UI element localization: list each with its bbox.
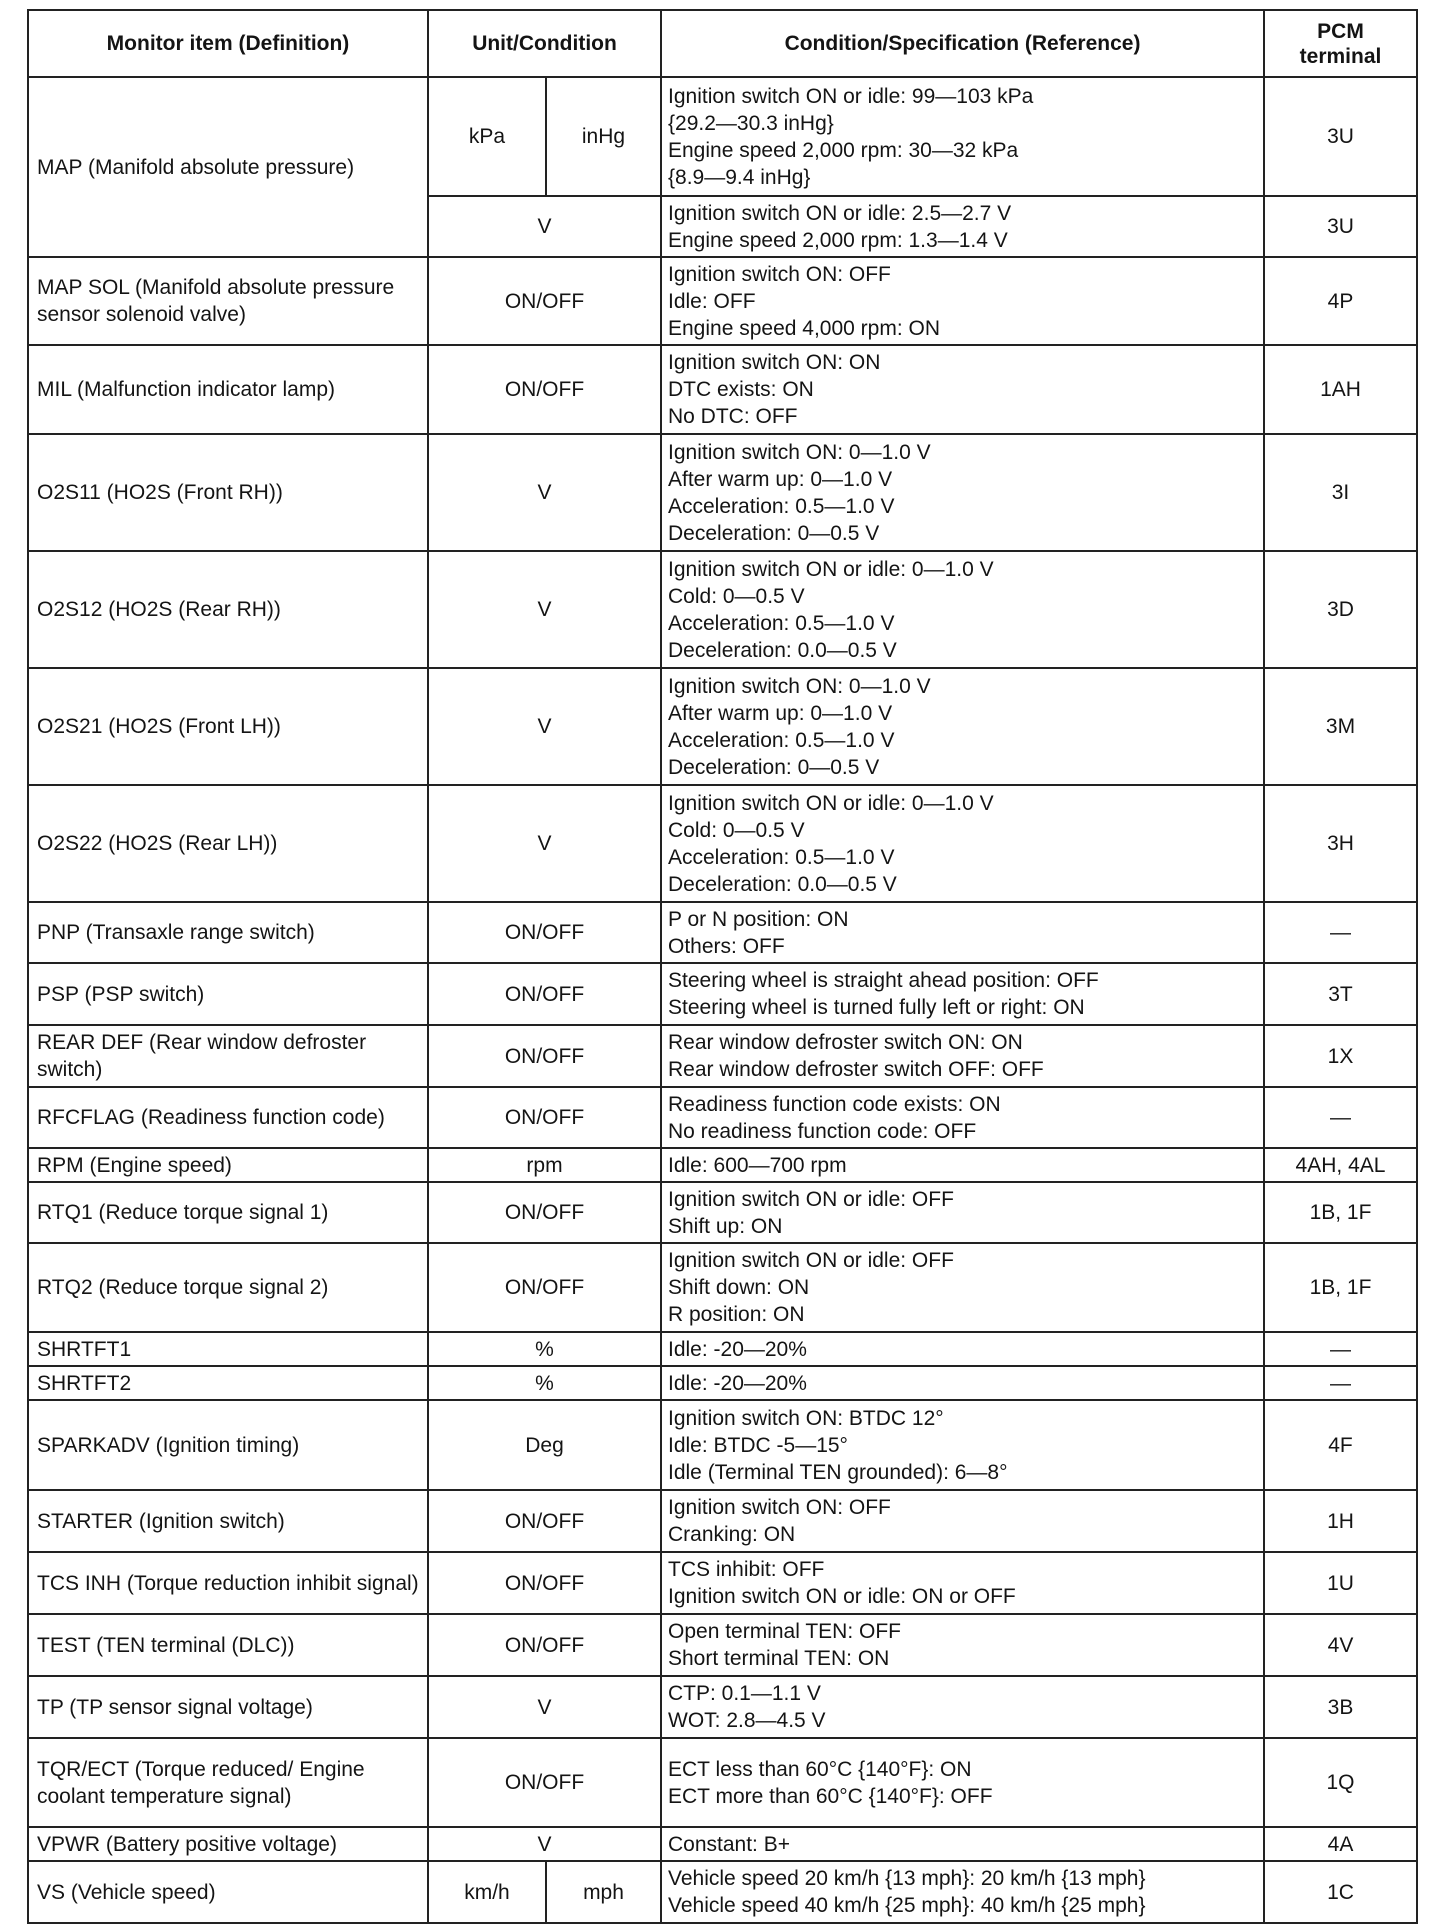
unit-condition: % [428,1332,661,1366]
monitor-item: SHRTFT1 [28,1332,428,1366]
specification: Steering wheel is straight ahead position: OFF Steering wheel is turned fully left or right: ON [661,963,1264,1025]
monitor-item: TCS INH (Torque reduction inhibit signal) [28,1552,428,1614]
monitor-item: MAP (Manifold absolute pressure) [28,77,428,257]
monitor-item: O2S22 (HO2S (Rear LH)) [28,785,428,902]
pcm-terminal: 3I [1264,434,1417,551]
table-row [28,1614,1417,1676]
pcm-terminal: 4V [1264,1614,1417,1676]
unit-condition: ON/OFF [428,1738,661,1827]
pcm-terminal: 3M [1264,668,1417,785]
table-row [28,434,1417,551]
unit-condition: ON/OFF [428,1614,661,1676]
monitor-item: O2S21 (HO2S (Front LH)) [28,668,428,785]
pcm-terminal: 4AH, 4AL [1264,1148,1417,1182]
unit-condition: ON/OFF [428,963,661,1025]
pcm-terminal: 1U [1264,1552,1417,1614]
unit-condition: ON/OFF [428,1552,661,1614]
table-row [28,1861,1417,1923]
table-row [28,1552,1417,1614]
pcm-terminal: 1X [1264,1025,1417,1087]
specification: Ignition switch ON: OFF Idle: OFF Engine speed 4,000 rpm: ON [661,257,1264,345]
monitor-item: PNP (Transaxle range switch) [28,902,428,963]
table-row [28,1400,1417,1490]
pcm-terminal: 3D [1264,551,1417,668]
specification: Ignition switch ON: 0—1.0 V After warm up: 0—1.0 V Acceleration: 0.5—1.0 V Deceleration: 0—0.5 V [661,668,1264,785]
unit-condition: V [428,1827,661,1861]
unit-condition: rpm [428,1148,661,1182]
table-row [28,963,1417,1025]
unit-condition: V [428,434,661,551]
specification: CTP: 0.1—1.1 V WOT: 2.8—4.5 V [661,1676,1264,1738]
monitor-item: TEST (TEN terminal (DLC)) [28,1614,428,1676]
monitor-item: VPWR (Battery positive voltage) [28,1827,428,1861]
header-pcm-terminal: PCM terminal [1264,10,1417,77]
specification: Readiness function code exists: ON No readiness function code: OFF [661,1087,1264,1148]
monitor-item: SHRTFT2 [28,1366,428,1400]
pcm-terminal: 4A [1264,1827,1417,1861]
specification: Ignition switch ON or idle: 0—1.0 V Cold: 0—0.5 V Acceleration: 0.5—1.0 V Deceleration: 0.0—0.5 V [661,551,1264,668]
unit-condition: V [428,668,661,785]
unit-condition: V [428,196,661,257]
pcm-terminal: 3B [1264,1676,1417,1738]
unit-condition: Deg [428,1400,661,1490]
monitor-item: STARTER (Ignition switch) [28,1490,428,1552]
pcm-terminal: — [1264,1366,1417,1400]
specification: Ignition switch ON: ON DTC exists: ON No DTC: OFF [661,345,1264,434]
specification: P or N position: ON Others: OFF [661,902,1264,963]
table-row [28,1490,1417,1552]
specification: Ignition switch ON or idle: OFF Shift down: ON R position: ON [661,1243,1264,1332]
table-row [28,785,1417,902]
table-row [28,1182,1417,1243]
header-row [28,10,1417,77]
pcm-terminal: 3U [1264,77,1417,196]
unit-condition: ON/OFF [428,1025,661,1087]
unit-condition: % [428,1366,661,1400]
specification: Ignition switch ON or idle: 0—1.0 V Cold: 0—0.5 V Acceleration: 0.5—1.0 V Deceleration: 0.0—0.5 V [661,785,1264,902]
monitor-item: REAR DEF (Rear window defroster switch) [28,1025,428,1087]
table-row [28,1243,1417,1332]
monitor-item: RPM (Engine speed) [28,1148,428,1182]
monitor-item: RFCFLAG (Readiness function code) [28,1087,428,1148]
specification: Idle: -20—20% [661,1366,1264,1400]
unit-mph: mph [546,1861,661,1923]
specification: Vehicle speed 20 km/h {13 mph}: 20 km/h {13 mph} Vehicle speed 40 km/h {25 mph}: 40 km/h {25 mph} [661,1861,1264,1923]
table-row [28,1332,1417,1366]
unit-condition: V [428,785,661,902]
unit-kmh: km/h [428,1861,546,1923]
table-row [28,1676,1417,1738]
specification: Rear window defroster switch ON: ON Rear window defroster switch OFF: OFF [661,1025,1264,1087]
monitor-item: TP (TP sensor signal voltage) [28,1676,428,1738]
monitor-item: VS (Vehicle speed) [28,1861,428,1923]
pcm-terminal: 1AH [1264,345,1417,434]
pcm-terminal: 3T [1264,963,1417,1025]
pcm-terminal: — [1264,902,1417,963]
unit-inhg: inHg [546,77,661,196]
specification: Ignition switch ON: BTDC 12° Idle: BTDC -5—15° Idle (Terminal TEN grounded): 6—8° [661,1400,1264,1490]
monitor-item: SPARKADV (Ignition timing) [28,1400,428,1490]
monitor-item: MIL (Malfunction indicator lamp) [28,345,428,434]
pcm-terminal: 4F [1264,1400,1417,1490]
pcm-terminal: 1B, 1F [1264,1182,1417,1243]
unit-condition: ON/OFF [428,1087,661,1148]
specification: TCS inhibit: OFF Ignition switch ON or idle: ON or OFF [661,1552,1264,1614]
table-row [28,551,1417,668]
table-row [28,1827,1417,1861]
table-row [28,1366,1417,1400]
pcm-terminal: 4P [1264,257,1417,345]
specification: Ignition switch ON or idle: 99—103 kPa {29.2—30.3 inHg} Engine speed 2,000 rpm: 30—32 kPa {8.9—9.4 inHg} [661,77,1264,196]
pcm-terminal: 1B, 1F [1264,1243,1417,1332]
monitor-item: RTQ1 (Reduce torque signal 1) [28,1182,428,1243]
specification: Idle: -20—20% [661,1332,1264,1366]
unit-condition: ON/OFF [428,345,661,434]
monitor-item: TQR/ECT (Torque reduced/ Engine coolant temperature signal) [28,1738,428,1827]
unit-condition: ON/OFF [428,1182,661,1243]
table-row [28,257,1417,345]
header-monitor-item: Monitor item (Definition) [28,10,428,77]
specification: Ignition switch ON: 0—1.0 V After warm up: 0—1.0 V Acceleration: 0.5—1.0 V Deceleration: 0—0.5 V [661,434,1264,551]
specification: Ignition switch ON: OFF Cranking: ON [661,1490,1264,1552]
table-row [28,1087,1417,1148]
table-row [28,1148,1417,1182]
unit-condition: ON/OFF [428,1243,661,1332]
monitor-item: O2S11 (HO2S (Front RH)) [28,434,428,551]
unit-condition: V [428,1676,661,1738]
unit-condition: ON/OFF [428,902,661,963]
table-row [28,902,1417,963]
monitor-item: PSP (PSP switch) [28,963,428,1025]
monitor-item: O2S12 (HO2S (Rear RH)) [28,551,428,668]
unit-condition: ON/OFF [428,1490,661,1552]
pcm-terminal: 1Q [1264,1738,1417,1827]
pcm-terminal: 3H [1264,785,1417,902]
specification: Open terminal TEN: OFF Short terminal TEN: ON [661,1614,1264,1676]
header-condition-spec: Condition/Specification (Reference) [661,10,1264,77]
pcm-terminal: 1H [1264,1490,1417,1552]
specification: Ignition switch ON or idle: OFF Shift up: ON [661,1182,1264,1243]
monitor-item: RTQ2 (Reduce torque signal 2) [28,1243,428,1332]
specification: Constant: B+ [661,1827,1264,1861]
pcm-terminal: — [1264,1087,1417,1148]
header-unit-condition: Unit/Condition [428,10,661,77]
monitor-item: MAP SOL (Manifold absolute pressure sensor solenoid valve) [28,257,428,345]
table-row [28,345,1417,434]
unit-condition: V [428,551,661,668]
specification: ECT less than 60°C {140°F}: ON ECT more than 60°C {140°F}: OFF [661,1738,1264,1827]
table-row [28,668,1417,785]
table-row [28,1738,1417,1827]
table-row [28,77,1417,196]
unit-condition: ON/OFF [428,257,661,345]
pcm-terminal: 1C [1264,1861,1417,1923]
specification: Ignition switch ON or idle: 2.5—2.7 V Engine speed 2,000 rpm: 1.3—1.4 V [661,196,1264,257]
unit-kpa: kPa [428,77,546,196]
pcm-terminal: 3U [1264,196,1417,257]
pcm-terminal: — [1264,1332,1417,1366]
table-row [28,1025,1417,1087]
specification: Idle: 600—700 rpm [661,1148,1264,1182]
monitor-items-table [27,9,1418,1924]
